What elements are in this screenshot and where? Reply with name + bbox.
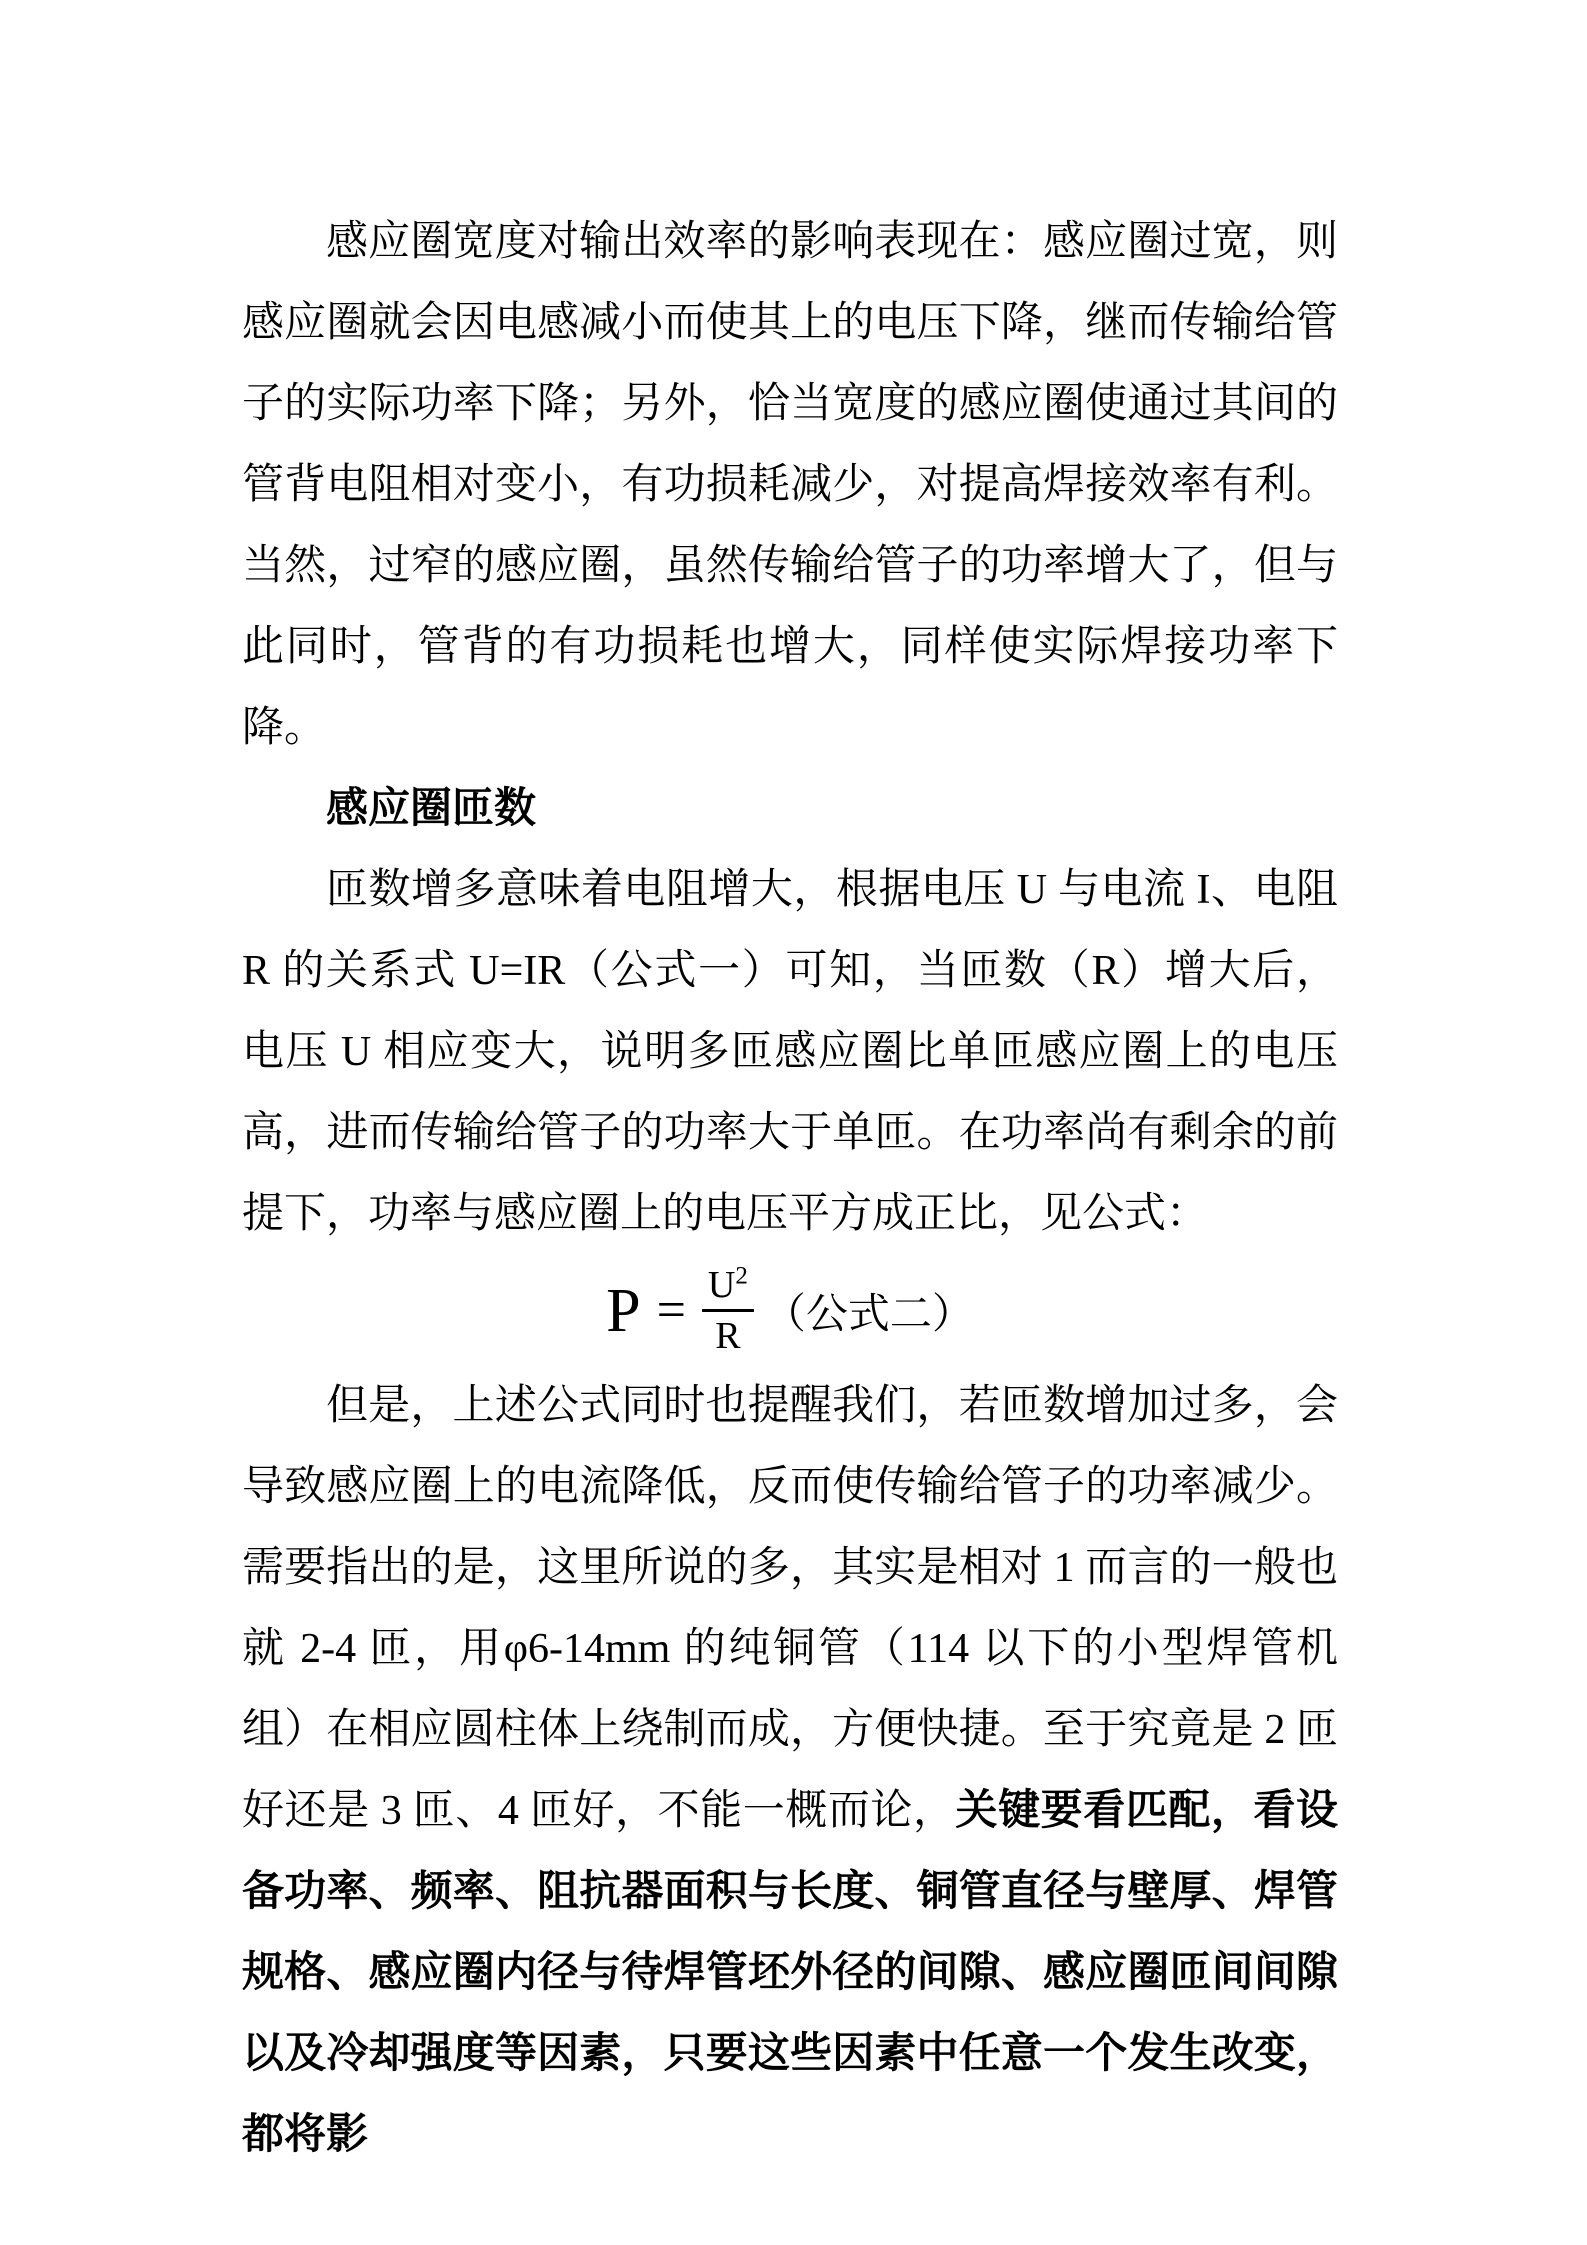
formula-power-equation [242,1255,1338,1366]
heading-coil-turns: 感应圈匝数 [326,786,537,832]
formula-denominator: R [715,1315,741,1357]
paragraph-bold-segment: 关键要看匹配，看设备功率、频率、阻抗器面积与长度、铜管直径与壁厚、焊管规格、感应圈内径与待焊管坯外径的间隙、感应圈匝间间隙以及冷却强度等因素，只要这些因素中任意一个发生改变，都将影 [242,1788,1338,2158]
paragraph-normal-segment: 但是，上述公式同时也提醒我们，若匝数增加过多，会导致感应圈上的电流降低，反而使传输给管子的功率减少。需要指出的是，这里所说的多，其实是相对 1 而言的一般也就 2-4 匝，用φ6-14mm 的纯铜管（114 以下的小型焊管机组）在相应圆柱体上绕制而成，方便快捷。至于究竟是 2 匝好还是 3 匝、4 匝好，不能一概而论， [242,1383,1338,1834]
paragraph-coil-width-effect: 感应圈宽度对输出效率的影响表现在：感应圈过宽，则感应圈就会因电感减小而使其上的电压下降，继而传输给管子的实际功率下降；另外，恰当宽度的感应圈使通过其间的管背电阻相对变小，有功损耗减少，对提高焊接效率有利。当然，过窄的感应圈，虽然传输给管子的功率增大了，但与此同时，管背的有功损耗也增大，同样使实际焊接功率下降。 [242,219,1338,751]
formula-variable-u: U [707,1264,736,1306]
paragraph-turns-tradeoff [242,1366,1338,2176]
paragraph-turns-voltage: 匝数增多意味着电阻增大，根据电压 U 与电流 I、电阻 R 的关系式 U=IR（公式一）可知，当匝数（R）增大后，电压 U 相应变大，说明多匝感应圈比单匝感应圈上的电压高，进而传输给管子的功率大于单匝。在功率尚有剩余的前提下，功率与感应圈上的电压平方成正比，见公式： [242,867,1338,1237]
formula-fraction [702,1262,754,1357]
formula-caption: （公式二） [763,1291,974,1338]
formula-equals-sign: = [656,1281,686,1339]
formula-variable-p: P [606,1276,641,1345]
formula-exponent: 2 [735,1262,748,1290]
formula-numerator [702,1262,754,1312]
